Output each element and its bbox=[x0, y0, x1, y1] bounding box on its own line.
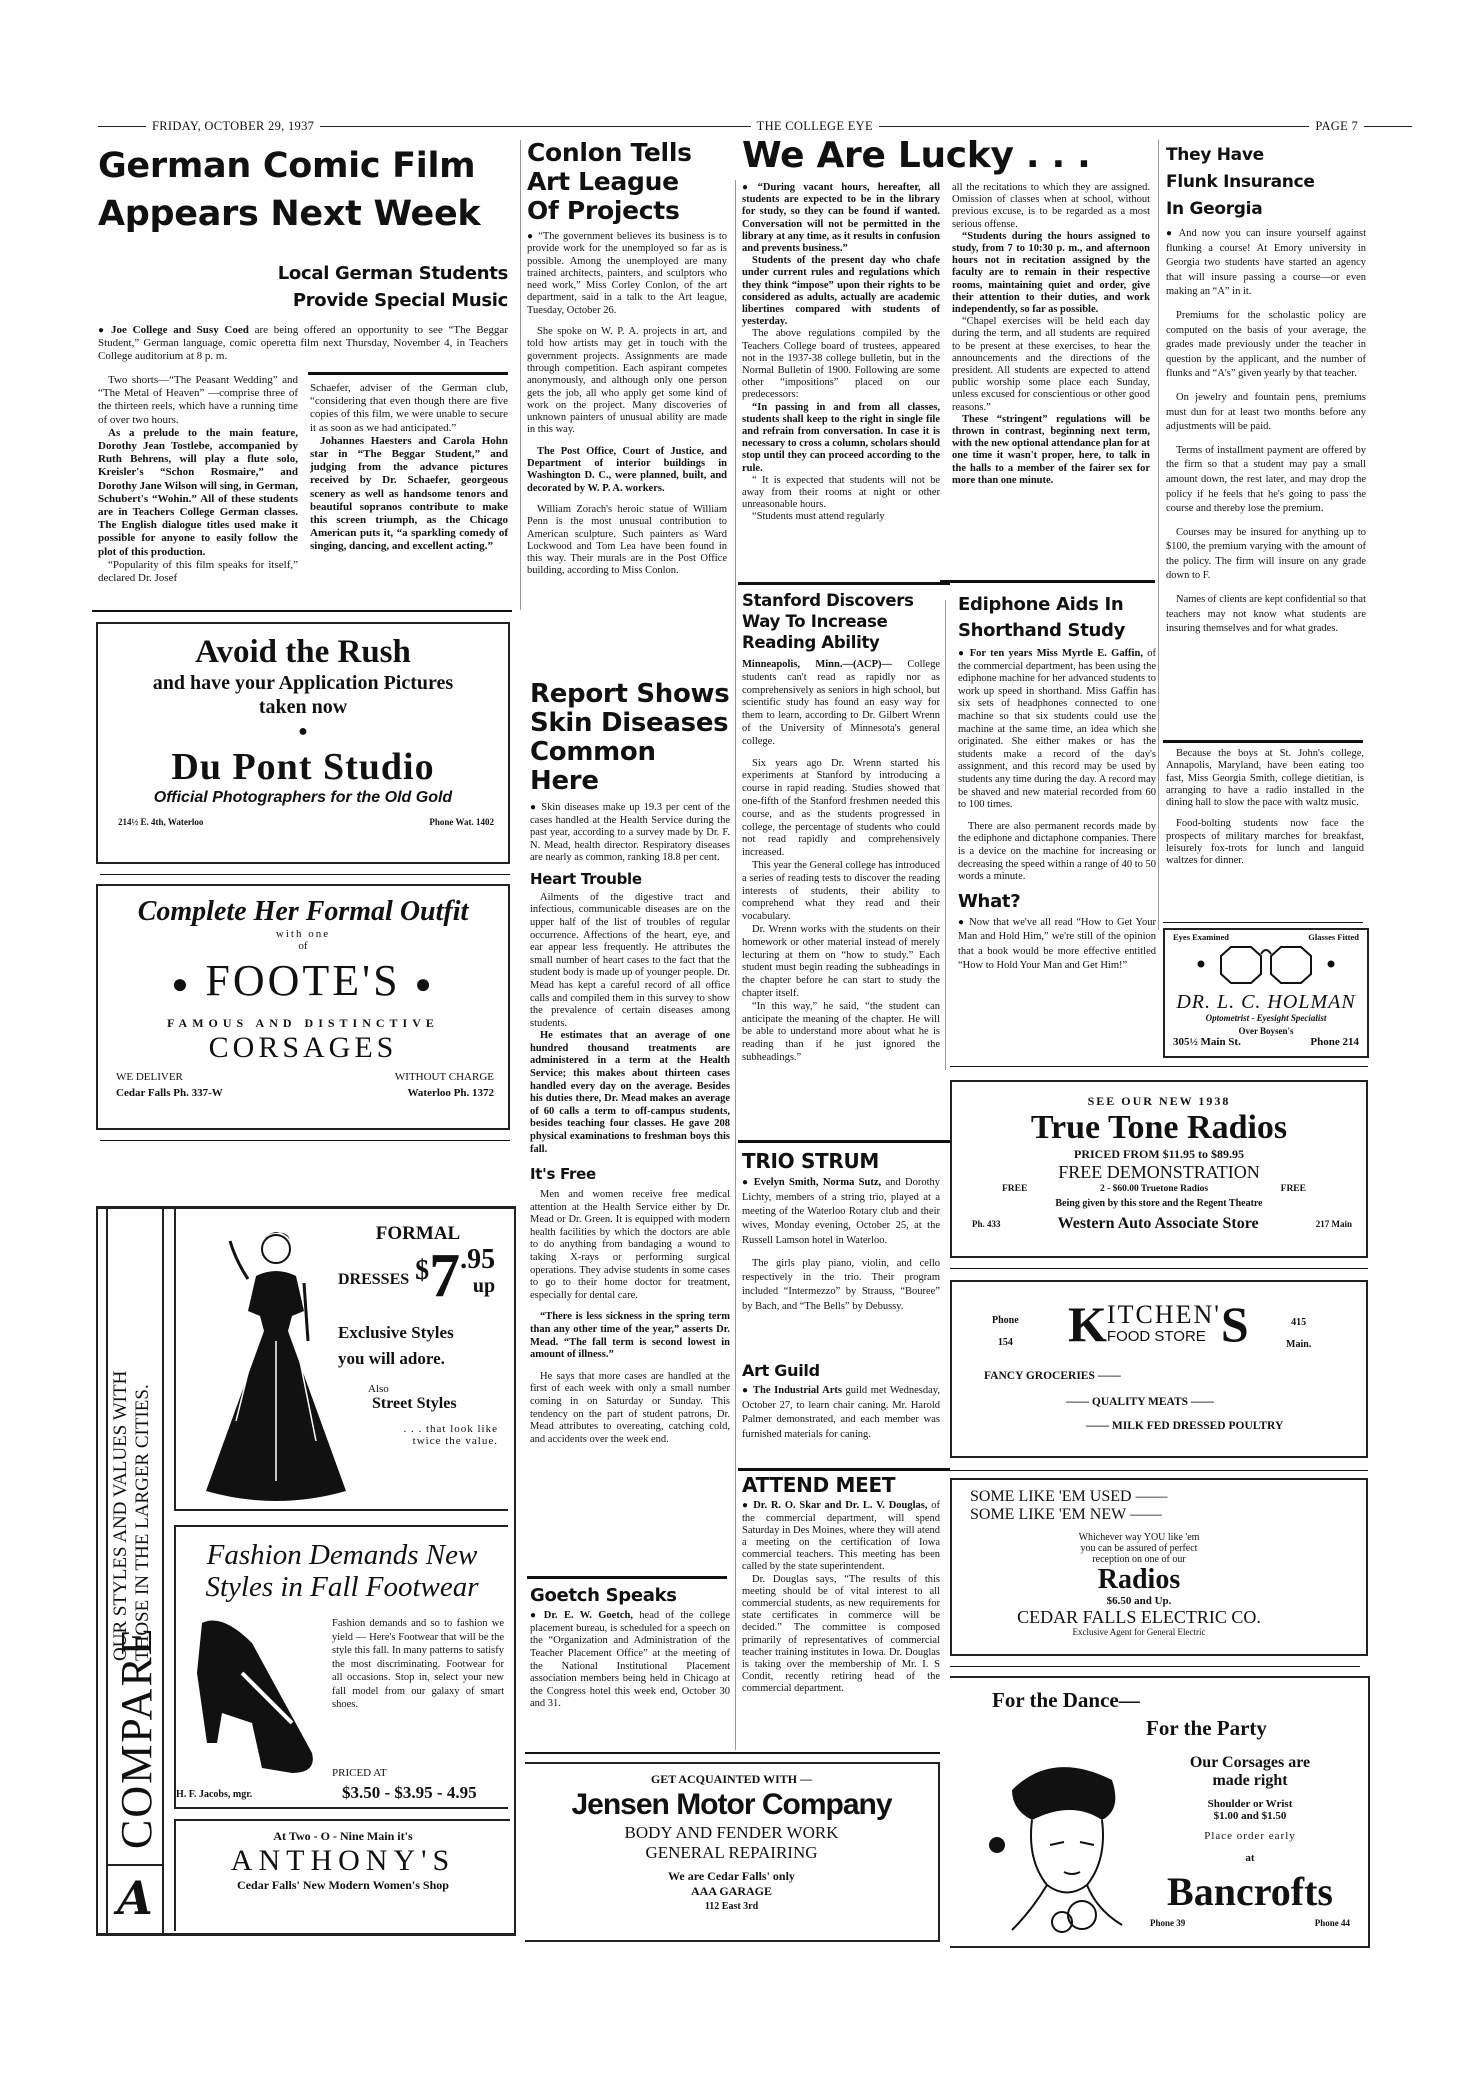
side-text bbox=[110, 1371, 154, 1661]
paragraph: Names of clients are kept confidential so that teachers may not know what students are insuring themselves and for what grades. bbox=[1166, 594, 1366, 635]
ad-text: Exclusive Styles bbox=[338, 1323, 454, 1342]
ad-text: FORMAL bbox=[375, 1223, 461, 1244]
paragraph: “Popularity of this film speaks for itself,” declared Dr. Josef bbox=[98, 558, 298, 585]
ad-text: GET ACQUAINTED WITH — bbox=[650, 1772, 813, 1786]
ad-text: WITHOUT CHARGE bbox=[394, 1070, 494, 1083]
headline-line: Stanford Discovers bbox=[742, 591, 914, 610]
paragraph: Premiums for the scholastic policy are computed on the basis of your average, the grades made previously under the teacher in question by the applicant, and the number of flunks and “A's” given yearly by that teacher. bbox=[1166, 309, 1366, 380]
divider bbox=[92, 610, 512, 612]
ad-text: you will adore. bbox=[338, 1349, 445, 1368]
article-column bbox=[98, 374, 298, 585]
paragraph: Food-bolting students now face the prospects of military marches for breakfast, leisurely fox-trots for lunch and languid waltzes for dinner. bbox=[1166, 818, 1364, 867]
paragraph: Six years ago Dr. Wrenn started his experiments at Stanford by introducing a course in rapid reading. Studies showed that one-fifth of the Stanford freshmen needed this course, and as the students progressed in college, the percentage of students who could not read rapidly and comprehensively increased. bbox=[742, 757, 940, 859]
ad-text: with one bbox=[275, 928, 331, 940]
article-flunk-insurance bbox=[1166, 142, 1366, 637]
article-we-are-lucky bbox=[742, 136, 1162, 176]
paragraph: She spoke on W. P. A. projects in art, and told how artists may get in touch with the government projects. Assignments are made through competition. Each aspirant competes anonymously, and although only one person gets the job, all who apply get some kind of work on the project. Many discoveries of unknown painters of unusual ability are made in this way. bbox=[527, 326, 727, 436]
headline-line: German Comic Film bbox=[98, 146, 476, 186]
ad-headline bbox=[176, 1539, 508, 1603]
article-body bbox=[530, 802, 730, 1446]
ad-text: CORSAGES bbox=[208, 1030, 398, 1064]
ad-text: DRESSES bbox=[338, 1271, 410, 1288]
ad-text: PRICED AT bbox=[332, 1767, 387, 1779]
name-text: ITCHEN' bbox=[1106, 1300, 1221, 1329]
column-rule bbox=[735, 180, 736, 1750]
paragraph: College students can't read as rapidly nor as comprehensively as seniors in high school, but scientific study has found an easy way for them to learn, according to Dr. Gilbert Wrenn of the University of Minnesota's general college. bbox=[742, 659, 940, 747]
headline-line: Ediphone Aids In bbox=[958, 594, 1124, 615]
folio-rule bbox=[98, 126, 146, 127]
ad-true-tone-radios bbox=[950, 1080, 1368, 1258]
price-dollar: $ bbox=[415, 1255, 430, 1286]
column-rule bbox=[1158, 140, 1159, 930]
paragraph: all the recitations to which they are assigned. Omission of classes when at school, without previous excuse, is to be regarded as a most serious offense. bbox=[952, 182, 1150, 230]
paper-name: THE COLLEGE EYE bbox=[756, 118, 873, 133]
footwear-section bbox=[174, 1525, 508, 1809]
ad-text: Fashion demands and so to fashion we yield — Here's Footwear that will be the style this fall. In many patterns to satisfy the most discriminating. Footwear for all occasions. Stop in, select your new fall model from our galaxy of smart shoes. bbox=[332, 1618, 504, 1710]
ad-text bbox=[912, 1532, 1366, 1565]
subheadline-line: Provide Special Music bbox=[292, 290, 508, 311]
ad-text: Phone bbox=[992, 1315, 1019, 1326]
ad-copy bbox=[1150, 1754, 1350, 1928]
paragraph: Two shorts—“The Peasant Wedding” and “The Metal of Heaven” —comprise three of the thirteen reels, which have a running time of over two hours. bbox=[98, 374, 298, 426]
folio-rule bbox=[320, 126, 750, 127]
anthonys-logo-letter: A bbox=[117, 1871, 153, 1925]
ad-manager: H. F. Jacobs, mgr. bbox=[176, 1789, 253, 1800]
ad-text: —— QUALITY MEATS —— bbox=[1066, 1396, 1214, 1408]
article-goetch bbox=[530, 1586, 730, 1711]
footes-name: FOOTE'S bbox=[205, 956, 401, 1005]
paragraph: Courses may be insured for anything up to $100, the premium varying with the amount of the policy. The firm will insure on any grade down to F. bbox=[1166, 526, 1366, 582]
paragraph: William Zorach's heroic statue of William Penn is the most unusual contribution to American sculpture. Such painters as Ward Lockwood and Tom Lea have been found in this way. Their murals are in the Post Office building, according to Miss Conlon. bbox=[527, 503, 727, 577]
paragraph: These “stringent” regulations will be thrown in contrast, beginning next term, with the new optional attendance plan for at one time it wasn't proper, here, to talk in the halls to a member of the fairer sex for more than one minute. bbox=[952, 413, 1150, 486]
headline bbox=[98, 142, 508, 238]
ad-text: . . . that look like bbox=[403, 1423, 498, 1435]
paragraph: This year the General college has introduced a series of reading tests to discover the reading interests of students, their ability to comprehend what they read and their vocabulary. bbox=[742, 859, 940, 923]
ad-business-name: DR. L. C. HOLMAN bbox=[1176, 991, 1356, 1013]
ad-business-name: ANTHONY'S bbox=[230, 1844, 456, 1877]
side-line: THOSE IN THE LARGER CITIES. bbox=[132, 1384, 153, 1661]
ad-phone: Phone Wat. 1402 bbox=[429, 817, 494, 827]
paragraph: Men and women receive free medical attention at the Health Service either by Dr. Mead or Dr. Green. It is equipped with modern health facilities by which the doctors are able to do anything from bandaging a wound to taking X-rays or performing surgical operations. They advise students in some cases to go to their home doctor for treatment, especially for dental care. bbox=[530, 1189, 730, 1301]
formal-dress-illustration-icon bbox=[196, 1221, 356, 1506]
article-column bbox=[742, 182, 940, 524]
ad-text: of bbox=[298, 940, 308, 952]
paragraph: There are also permanent records made by the ediphone and dictaphone companies. There is a device on the machine for increasing or decreasing the speed within a range of 40 to 50 words a minute. bbox=[958, 820, 1156, 883]
headline: Goetch Speaks bbox=[530, 1585, 677, 1606]
divider bbox=[738, 1140, 950, 1143]
ad-phone: Cedar Falls Ph. 337-W bbox=[116, 1086, 223, 1099]
woman-portrait-illustration-icon bbox=[972, 1750, 1142, 1940]
folio-rule bbox=[879, 126, 1309, 127]
ad-footes-corsages bbox=[96, 884, 510, 1130]
ad-text: Over Boysen's bbox=[1238, 1026, 1294, 1036]
headline: We Are Lucky . . . bbox=[742, 135, 1091, 176]
ad-text: twice the value. bbox=[412, 1435, 498, 1447]
divider bbox=[1163, 740, 1363, 743]
divider bbox=[940, 580, 1155, 583]
article-body bbox=[530, 1610, 730, 1711]
side-big-text: COMPARE bbox=[112, 1626, 161, 1849]
ad-text: Eyes Examined bbox=[1173, 932, 1229, 942]
headline-line: Fashion Demands New bbox=[206, 1539, 478, 1571]
ad-text: taken now bbox=[258, 696, 348, 718]
ad-price: $6.50 and Up. bbox=[1106, 1595, 1172, 1607]
ad-bancrofts bbox=[950, 1676, 1370, 1948]
ad-headline: Avoid the Rush bbox=[195, 634, 411, 670]
article-stanford bbox=[742, 590, 940, 1065]
article-column bbox=[952, 182, 1150, 487]
article-body bbox=[742, 1176, 940, 1314]
headline-line: SOME LIKE 'EM USED —— bbox=[970, 1488, 1168, 1505]
ad-line: reception on one of our bbox=[1092, 1554, 1186, 1565]
headline: Art Guild bbox=[742, 1361, 820, 1380]
page-number: PAGE 7 bbox=[1315, 118, 1359, 133]
ad-text: GENERAL REPAIRING bbox=[645, 1843, 818, 1862]
paragraph: ● Now that we've all read “How to Get Your Man and Hold Him,” we're still of the opinion that a book would be more effective entitled “How to Hold Your Man and Get Him!” bbox=[958, 916, 1156, 974]
ad-anthonys bbox=[96, 1206, 516, 1936]
paragraph: On jewelry and fountain pens, premiums must dun for at least two months before any adjustments will be paid. bbox=[1166, 391, 1366, 433]
folio-line bbox=[92, 118, 1418, 134]
price-cents: .95 bbox=[460, 1244, 496, 1275]
ad-store-name: Western Auto Associate Store bbox=[1057, 1215, 1259, 1232]
paragraph: Dr. Douglas says, “The results of this meeting should be of vital interest to all commercial students, as new requirements for state certificates in commerce will be decided.” The committee is composed primarily of representatives of commercial teacher training institutes in Iowa. Dr. Douglas is taking over the membership of Mr. I. S Condit, recently retiring head of the commercial department. bbox=[742, 1573, 940, 1695]
paragraph: The above regulations compiled by the Teachers College board of trustees, appeared not in the 1937-38 college bulletin, but in the Normal Bulletin of 1900. Following are some other “impositions” placed on our predecessors: bbox=[742, 328, 940, 401]
headline-line: SOME LIKE 'EM NEW —— bbox=[970, 1506, 1162, 1523]
paragraph: Dr. Wrenn works with the students on their homework or other material instead of merely lecturing at them on “how to study.” Each student must begin reading the subheadings in the chapter before he can start to study the chapter itself. bbox=[742, 923, 940, 999]
ad-address: 112 East 3rd bbox=[704, 1901, 759, 1912]
paragraph: “Students must attend regularly bbox=[752, 511, 885, 523]
ad-text: Our Corsages are bbox=[1189, 1754, 1311, 1771]
article-attend-meet bbox=[742, 1474, 940, 1696]
headline-line: Styles in Fall Footwear bbox=[205, 1571, 479, 1603]
ad-line: Whichever way YOU like 'em bbox=[1078, 1532, 1200, 1543]
headline-line: Appears Next Week bbox=[98, 194, 481, 234]
column-rule bbox=[945, 600, 946, 1070]
article-what-body bbox=[958, 916, 1156, 974]
ad-text: FANCY GROCERIES —— bbox=[984, 1370, 1121, 1382]
ad-text: We are Cedar Falls' only bbox=[668, 1869, 795, 1883]
article-body bbox=[742, 1500, 940, 1695]
issue-date: FRIDAY, OCTOBER 29, 1937 bbox=[152, 118, 315, 133]
divider bbox=[738, 582, 950, 585]
ad-address: 305½ Main St. bbox=[1173, 1036, 1241, 1048]
article-lead bbox=[98, 324, 508, 364]
anthonys-footer bbox=[174, 1819, 510, 1931]
ad-text: Optometrist - Eyesight Specialist bbox=[1205, 1013, 1327, 1023]
dress-section bbox=[174, 1209, 508, 1511]
column-rule bbox=[520, 140, 521, 610]
paragraph: “There is less sickness in the spring term than any other time of the year,” asserts Dr. Mead. “The fall term is second lowest in amount of illness.” bbox=[530, 1311, 730, 1361]
paragraph: “Chapel exercises will be held each day during the term, and all students are required to be present at these exercises, to hear the announcements and the directions of the president. All students are expected to attend public worship some place each Sunday, unless excused for conscientious or other good reasons.” bbox=[952, 316, 1150, 413]
ad-business-name: True Tone Radios bbox=[1030, 1109, 1288, 1146]
ad-text: 154 bbox=[997, 1337, 1013, 1348]
ad-text: FREE bbox=[1002, 1184, 1028, 1194]
ad-text: Also bbox=[368, 1383, 389, 1395]
side-line: OUR STYLES AND VALUES WITH bbox=[110, 1370, 131, 1661]
article-art-guild bbox=[742, 1362, 940, 1442]
article-conlon bbox=[527, 138, 727, 578]
ad-headline bbox=[952, 1480, 1366, 1524]
paragraph: and Dorothy Lichty, members of a string trio, played at a meeting of the Waterloo Rotary club and their wives, Monday evening, October 25, at the Russell Lamson hotel in Waterloo. bbox=[742, 1177, 940, 1246]
paragraph: guild met Wednesday, October 27, to learn chair caning. Mr. Harold Palmer demonstrated, and each member was furnished materials for caning. bbox=[742, 1384, 940, 1440]
ad-kitchens-food-store bbox=[950, 1280, 1368, 1458]
paragraph: He says that more cases are handled at the first of each week with only a small number coming in on Saturday or Sunday. This tendency on the part of student patrons, Dr. Mead attributes to overeating, catching cold, and accidents over the week end. bbox=[530, 1370, 730, 1445]
shoe-illustration-icon bbox=[182, 1613, 322, 1783]
ad-business-name bbox=[98, 956, 508, 1010]
ad-text: At Two - O - Nine Main it's bbox=[273, 1829, 413, 1843]
paragraph: head of the college placement bureau, is scheduled for a speech on the “Organization and Administration of the Teacher Placement Office” at the meeting of the National Institutional Placement association members being held in Chicago at the Congress hotel this week end, October 30 and 31. bbox=[530, 1610, 730, 1710]
headline-line: Common Here bbox=[530, 737, 656, 796]
ad-text: made right bbox=[1212, 1772, 1288, 1789]
article-ediphone bbox=[958, 592, 1156, 974]
headline bbox=[530, 680, 730, 796]
bullet-icon: ● bbox=[171, 968, 192, 1000]
headline bbox=[527, 138, 727, 225]
article-body bbox=[1166, 227, 1366, 637]
ad-phone: Ph. 433 bbox=[972, 1219, 1001, 1229]
subheading: Heart Trouble bbox=[530, 869, 642, 888]
ad-price: PRICED FROM $11.95 to $89.95 bbox=[1074, 1147, 1244, 1161]
ad-text: FAMOUS AND DISTINCTIVE bbox=[167, 1015, 439, 1030]
bullet-icon: ● bbox=[414, 968, 435, 1000]
ad-business-name: Jensen Motor Company bbox=[571, 1788, 892, 1821]
headline-line: Art League bbox=[527, 167, 679, 196]
folio-rule bbox=[1364, 126, 1412, 127]
divider bbox=[100, 1140, 510, 1141]
paragraph: As a prelude to the main feature, Dorothy Jean Tostlebe, accompanied by Ruth Behrens, will play a flute solo, Kreisler's “Schon Rosmaire,” and Dorothy Jane Wilson will sing, in German, Schubert's “Wohin.” All of these students are in Teachers College German classes. The English dialogue titles used make it possible for anyone to easily follow the plot of this production. bbox=[98, 426, 298, 558]
dateline: Minneapolis, Minn.—(ACP)— bbox=[742, 659, 893, 670]
headline-line: They Have bbox=[1166, 145, 1264, 165]
lead-bold: ● Evelyn Smith, Norma Sutz, bbox=[742, 1177, 881, 1188]
headline-what: What? bbox=[958, 890, 1021, 912]
dress-copy bbox=[338, 1223, 498, 1447]
ad-text: at bbox=[1245, 1852, 1255, 1864]
paragraph: of the commercial department, will spend Saturday in Des Moines, where they will atend a meeting on the certification of Iowa commercial teachers. This meeting has been called by the state superintendent. bbox=[742, 1500, 941, 1573]
price-up: up bbox=[472, 1275, 496, 1297]
paragraph: The girls play piano, violin, and cello respectively in the trio. Their program included “Intermezzo” by Strauss, “Bouree” by Bach, and “The Bells” by Debussy. bbox=[742, 1257, 940, 1312]
lead-text: are being offered an opportunity to see “The Beggar Student,” German language, comic operetta film next Thursday, November 4, in Teachers College auditorium at 8 p. m. bbox=[98, 324, 508, 363]
subheadline bbox=[98, 260, 508, 314]
ad-text: BODY AND FENDER WORK bbox=[624, 1823, 839, 1842]
ad-text: Glasses Fitted bbox=[1308, 932, 1359, 942]
big-letter: K bbox=[1068, 1296, 1107, 1352]
ad-text: and have your Application Pictures bbox=[152, 672, 454, 694]
ad-text: FREE bbox=[1280, 1184, 1306, 1194]
ad-cedar-falls-electric bbox=[950, 1478, 1368, 1656]
paragraph: “ It is expected that students will not be away from their rooms at night or other unreasonable hours. bbox=[742, 474, 940, 511]
divider bbox=[100, 874, 510, 875]
headline-line: Report Shows bbox=[530, 679, 730, 709]
paragraph: ● Skin diseases make up 19.3 per cent of the cases handled at the Health Service during the past year, according to a survey made by Dr. F. N. Mead, health director. Respiratory diseases are nearly as common, ranking 18.8 per cent. bbox=[530, 802, 730, 865]
bullet-icon: ● bbox=[298, 723, 308, 740]
ad-headline: Complete Her Formal Outfit bbox=[137, 896, 469, 927]
ad-line: you can be assured of perfect bbox=[1080, 1543, 1198, 1554]
ad-text: Being given by this store and the Regent Theatre bbox=[1055, 1198, 1263, 1209]
subheading: It's Free bbox=[530, 1165, 596, 1184]
dress-price bbox=[338, 1242, 498, 1310]
paragraph: “Students during the hours assigned to study, from 7 to 10:30 p. m., and afternoon hours not in recitation assigned by the faculty are to remain in their respective rooms, maintaining quiet and order, give their attention to their duties, and work independently, so far as possible. bbox=[952, 230, 1150, 316]
ad-text: WE DELIVER bbox=[116, 1070, 183, 1083]
paragraph: Johannes Haesters and Carola Hohn star in “The Beggar Student,” and judging from the advance pictures received by Dr. Schaefer, georgeous scenery as well as handsome tenors and beautiful sopranos contribute to make this screen triumph, as the Chicago American puts it, “a sparkling comedy of singing, dancing, and excellent acting.” bbox=[310, 434, 508, 553]
ad-text: Exclusive Agent for General Electric bbox=[1072, 1627, 1206, 1637]
article-german-film bbox=[98, 142, 508, 364]
ad-business-name: Du Pont Studio bbox=[171, 746, 435, 788]
divider bbox=[108, 1864, 162, 1866]
lead-bold: ● The Industrial Arts bbox=[742, 1385, 842, 1396]
ad-text: 415 bbox=[1291, 1317, 1307, 1328]
ad-phone bbox=[992, 1310, 1019, 1354]
divider bbox=[527, 1576, 727, 1579]
ad-text: Shoulder or Wrist bbox=[1207, 1798, 1293, 1810]
name-text: FOOD STORE bbox=[1106, 1328, 1206, 1345]
headline: TRIO STRUM bbox=[742, 1149, 880, 1173]
paragraph: ● And now you can insure yourself against flunking a course! At Emory university in Georgia two students have started an agency that will insure passing a course—or even making an “A” in it. bbox=[1166, 227, 1366, 300]
article-body bbox=[527, 231, 727, 578]
article-body bbox=[958, 648, 1156, 884]
ad-text: SEE OUR NEW 1938 bbox=[1087, 1094, 1231, 1108]
ad-tagline: Official Photographers for the Old Gold bbox=[153, 789, 453, 806]
divider bbox=[950, 1066, 1368, 1067]
headline-line: Conlon Tells bbox=[527, 138, 692, 167]
article-body bbox=[742, 659, 940, 1065]
ad-address: 214½ E. 4th, Waterloo bbox=[118, 817, 204, 827]
divider bbox=[308, 372, 508, 375]
ad-headline: For the Dance— bbox=[992, 1688, 1140, 1712]
article-body bbox=[742, 1384, 940, 1442]
lead-bold: ● For ten years Miss Myrtle E. Gaffin, bbox=[958, 648, 1143, 659]
paragraph: ● “During vacant hours, hereafter, all students are expected to be in the library for study, so they can be found if wanted. Conversation will not be permitted in the library at any time, as it results in confusion and prevents business.” bbox=[742, 182, 940, 255]
article-skin-diseases bbox=[530, 680, 730, 1446]
subheadline-line: Local German Students bbox=[277, 263, 508, 284]
ad-jensen-motor bbox=[525, 1762, 940, 1942]
ad-text: FREE DEMONSTRATION bbox=[1058, 1162, 1260, 1182]
lead-bold: ● Joe College and Susy Coed bbox=[98, 324, 249, 336]
ad-text: Main. bbox=[1286, 1339, 1312, 1350]
paragraph: Schaefer, adviser of the German club, “considering that even though there are five copies of this film, we were unable to secure it as soon as we had anticipated.” bbox=[310, 382, 508, 434]
paragraph: of the commercial department, has been using the ediphone machine for her advanced students to work up speed in shorthand. Miss Gaffin has six sets of headphones connected to one machine so that six students could use the machine at the same time, an idea which she originated. She either makes or has the students make a record of the day's assignment, and this record may be used by students any time during the day. A record may be shaved and new material recorded from 60 to 100 times. bbox=[958, 648, 1157, 811]
headline bbox=[1166, 142, 1366, 223]
ad-text: Place order early bbox=[1204, 1830, 1296, 1842]
ad-dupont-studio bbox=[96, 622, 510, 864]
divider bbox=[950, 1470, 1368, 1471]
paragraph: Students of the present day who chafe under current rules and regulations which they think “impose” upon their rights to be considered as adults, actually are academic libertines compared with students of yesterday. bbox=[742, 255, 940, 328]
headline-line: Of Projects bbox=[527, 196, 680, 225]
divider bbox=[738, 1468, 950, 1471]
paragraph: Because the boys at St. John's college, Annapolis, Maryland, have been eating too fast, Miss Georgia Smith, college dietitian, is arranging to have a radio installed in the dining hall to slow the pace with waltz music. bbox=[1166, 748, 1364, 809]
article-st-johns bbox=[1166, 748, 1364, 868]
headline bbox=[958, 592, 1156, 644]
headline-line: Skin Diseases bbox=[530, 708, 729, 738]
article-column bbox=[310, 382, 508, 554]
headline: ATTEND MEET bbox=[742, 1473, 896, 1497]
ad-dr-holman bbox=[1163, 928, 1369, 1058]
divider bbox=[525, 1752, 940, 1754]
ad-address bbox=[1286, 1312, 1311, 1356]
divider bbox=[950, 1666, 1360, 1667]
ad-sidebar bbox=[106, 1209, 164, 1933]
headline bbox=[742, 590, 940, 653]
eyeglasses-icon bbox=[1181, 942, 1351, 986]
lead-bold: ● Dr. E. W. Goetch, bbox=[530, 1610, 633, 1621]
ad-product: Radios bbox=[1097, 1564, 1181, 1595]
headline-line: Way To Increase bbox=[742, 612, 888, 631]
paragraph: “In this way,” he said, “the student can anticipate the meaning of the chapter. He will be able to understand more about what he is reading than if he just ignored the subheadings.” bbox=[742, 1000, 940, 1063]
headline-line: Reading Ability bbox=[742, 633, 880, 652]
headline-line: Shorthand Study bbox=[958, 620, 1126, 641]
ad-text: 2 - $60.00 Truetone Radios bbox=[1099, 1184, 1209, 1194]
ad-phone: Phone 39 bbox=[1150, 1918, 1186, 1928]
paragraph: Ailments of the digestive tract and infectious, communicable diseases are on the upper half of the list of troubles of regular occurrence. Affections of the heart, eye, and ear appear less frequently. He attributes the small number of heart cases to the fact that the student body is made up of younger people. Dr. Mead has kept a careful record of all office calls and compiled them in this survey to show the prevalence of certain diseases among students. bbox=[530, 891, 730, 1029]
ad-text: AAA GARAGE bbox=[690, 1884, 772, 1898]
ad-phone: Phone 214 bbox=[1310, 1036, 1359, 1048]
price-main: 7 bbox=[429, 1242, 461, 1310]
paragraph: ● “The government believes its business is to provide work for the unemployed so far as is possible. Among the unemployed are many trained architects, painters, and sculptors who need work,” Miss Corley Conlon, of the art department, said in a talk to the Art league, Tuesday, October 26. bbox=[527, 231, 727, 317]
headline-line: Flunk Insurance bbox=[1166, 172, 1315, 192]
paragraph: The Post Office, Court of Justice, and Department of interior buildings in Washington D. C., were planned, built, and decorated by W. P. A. workers. bbox=[527, 445, 727, 494]
divider bbox=[1163, 922, 1363, 923]
paragraph: He estimates that an average of one hundred thousand treatments are administered in a term at the Health Service; this makes about thirteen cases handled every day on the average. Besides his duties there, Dr. Mead makes an average of 60 calls a term to off-campus students, besides teaching four classes. He gave 208 physical examinations to freshman boys this fall. bbox=[530, 1030, 730, 1155]
ad-headline: For the Party bbox=[1146, 1716, 1267, 1740]
lead-bold: ● Dr. R. O. Skar and Dr. L. V. Douglas, bbox=[742, 1500, 928, 1511]
paragraph: Terms of installment payment are offered by the firm so that a student may pay a small amount down, the rest later, and may drop the policy if he feels that he's going to pass the course and thereby lose the premium. bbox=[1166, 444, 1366, 515]
big-letter: S bbox=[1220, 1296, 1249, 1352]
shoe-copy bbox=[332, 1617, 504, 1712]
ad-text: Street Styles bbox=[372, 1395, 457, 1412]
ad-business-name: CEDAR FALLS ELECTRIC CO. bbox=[1017, 1607, 1261, 1627]
headline-line: In Georgia bbox=[1166, 199, 1263, 219]
divider bbox=[950, 1268, 1368, 1269]
ad-business-name bbox=[1068, 1296, 1249, 1352]
article-trio-strum bbox=[742, 1150, 940, 1314]
ad-address: 217 Main bbox=[1315, 1219, 1352, 1229]
ad-phone: Phone 44 bbox=[1314, 1918, 1350, 1928]
ad-text: —— MILK FED DRESSED POULTRY bbox=[1086, 1420, 1284, 1432]
ad-tagline: Cedar Falls' New Modern Women's Shop bbox=[237, 1878, 449, 1892]
ad-price: $3.50 - $3.95 - 4.95 bbox=[342, 1783, 477, 1802]
ad-phone: Waterloo Ph. 1372 bbox=[407, 1086, 494, 1099]
ad-price: $1.00 and $1.50 bbox=[1213, 1810, 1287, 1822]
ad-business-name: Bancrofts bbox=[1167, 1869, 1333, 1914]
paragraph: “In passing in and from all classes, students shall keep to the right in single file and refrain from conversation. In case it is necessary to cross a column, scholars should stop until they can proceed according to the rule. bbox=[742, 401, 940, 474]
